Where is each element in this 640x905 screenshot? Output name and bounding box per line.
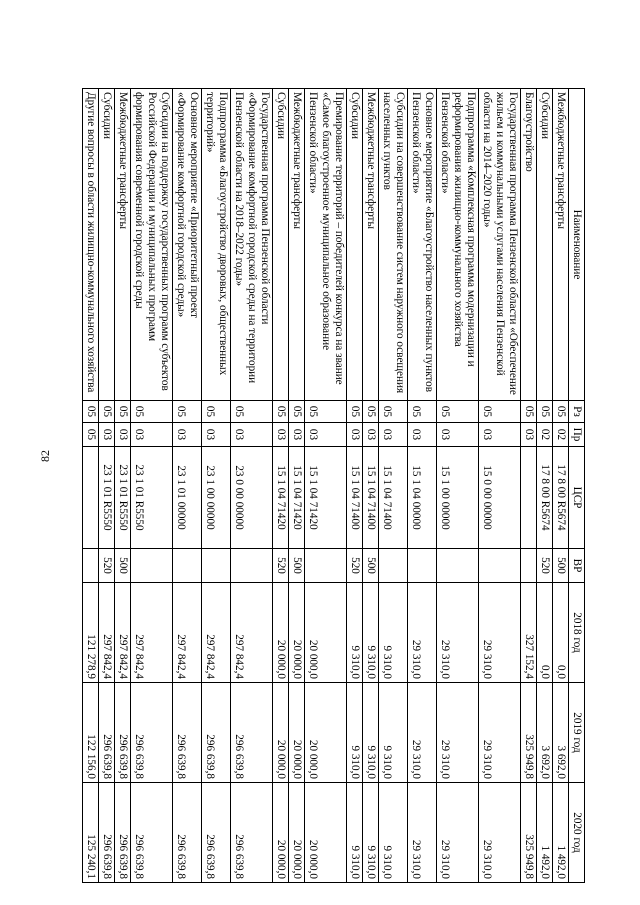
cell-name: Межбюджетные трансферты: [553, 89, 569, 401]
cell-2020: 20 000,0: [289, 783, 305, 883]
table-row: [479, 89, 521, 883]
cell-vr: [131, 549, 173, 583]
cell-csr: 15 1 00 00000: [437, 447, 479, 549]
cell-rz: 05: [347, 401, 363, 423]
cell-rz: 05: [83, 401, 99, 423]
cell-rz: 05: [131, 401, 173, 423]
cell-rz: 05: [537, 401, 553, 423]
table-row: [305, 89, 347, 883]
cell-csr: 17 8 00 R5674: [553, 447, 569, 549]
cell-2018: 20 000,0: [305, 583, 347, 683]
table-row: [408, 89, 437, 883]
cell-csr: 15 1 04 71420: [273, 447, 289, 549]
cell-rz: 05: [408, 401, 437, 423]
cell-rz: 05: [231, 401, 273, 423]
cell-vr: [173, 549, 202, 583]
cell-pr: 03: [363, 423, 379, 447]
cell-2018: 327 152,4: [521, 583, 537, 683]
table-row: [173, 89, 202, 883]
cell-2020: 20 000,0: [305, 783, 347, 883]
cell-vr: [305, 549, 347, 583]
cell-2020: 296 639,8: [99, 783, 115, 883]
cell-2019: 296 639,8: [99, 683, 115, 783]
table-header-row: [569, 89, 585, 883]
cell-name: Государственная программа Пензенской области «Формирование комфортной городской среды на территории Пензенской области на 2018–2022 годы»: [231, 89, 273, 401]
table-row: [363, 89, 379, 883]
cell-name: Субсидии: [347, 89, 363, 401]
cell-csr: 15 1 04 71400: [379, 447, 408, 549]
table-row: [347, 89, 363, 883]
cell-2018: 297 842,4: [202, 583, 231, 683]
cell-2018: 0,0: [537, 583, 553, 683]
cell-rz: 05: [479, 401, 521, 423]
cell-name: Межбюджетные трансферты: [115, 89, 131, 401]
cell-2018: 29 310,0: [479, 583, 521, 683]
cell-2020: 296 639,8: [131, 783, 173, 883]
cell-2019: 29 310,0: [479, 683, 521, 783]
table-row: [131, 89, 173, 883]
table-row: [115, 89, 131, 883]
cell-2020: 125 240,1: [83, 783, 99, 883]
cell-vr: 500: [115, 549, 131, 583]
cell-2020: 29 310,0: [479, 783, 521, 883]
cell-2020: 296 639,8: [231, 783, 273, 883]
cell-pr: 03: [99, 423, 115, 447]
cell-csr: 15 1 04 00000: [408, 447, 437, 549]
table-row: [289, 89, 305, 883]
cell-2019: 296 639,8: [202, 683, 231, 783]
cell-2020: 9 310,0: [347, 783, 363, 883]
header-csr: ЦСР: [569, 447, 585, 549]
cell-name: Другие вопросы в области жилищно-коммунального хозяйства: [83, 89, 99, 401]
header-rz: Рз: [569, 401, 585, 423]
page-number: 82: [38, 450, 52, 462]
cell-2019: 20 000,0: [305, 683, 347, 783]
cell-pr: 03: [202, 423, 231, 447]
cell-rz: 05: [363, 401, 379, 423]
cell-csr: 15 1 04 71420: [305, 447, 347, 549]
cell-csr: 23 1 00 00000: [202, 447, 231, 549]
cell-2019: 296 639,8: [173, 683, 202, 783]
cell-pr: 03: [379, 423, 408, 447]
cell-2019: 325 949,8: [521, 683, 537, 783]
cell-2019: 296 639,8: [131, 683, 173, 783]
cell-vr: [437, 549, 479, 583]
cell-2018: 9 310,0: [363, 583, 379, 683]
cell-vr: 500: [553, 549, 569, 583]
cell-rz: 05: [379, 401, 408, 423]
cell-csr: 15 1 04 71400: [347, 447, 363, 549]
table-row: [521, 89, 537, 883]
cell-name: Основное мероприятие «Приоритетный проект «Формирование комфортной городской среды»: [173, 89, 202, 401]
cell-2018: 29 310,0: [408, 583, 437, 683]
cell-2019: 3 692,0: [537, 683, 553, 783]
cell-name: Субсидии: [537, 89, 553, 401]
cell-pr: 03: [173, 423, 202, 447]
cell-2019: 29 310,0: [408, 683, 437, 783]
cell-name: Подпрограмма «Комплексная программа модернизации и реформирования жилищно-коммунального хозяйства Пензенской области»: [437, 89, 479, 401]
cell-name: Субсидии: [273, 89, 289, 401]
cell-name: Субсидии на совершенствование систем наружного освещения населенных пунктов: [379, 89, 408, 401]
cell-csr: 23 1 01 R5550: [115, 447, 131, 549]
cell-2019: 9 310,0: [379, 683, 408, 783]
header-name: Наименование: [569, 89, 585, 401]
table-row: [231, 89, 273, 883]
budget-table: [82, 88, 585, 883]
cell-name: Межбюджетные трансферты: [289, 89, 305, 401]
cell-csr: 15 1 04 71400: [363, 447, 379, 549]
rotated-page-content: [82, 88, 585, 882]
cell-name: Субсидии: [99, 89, 115, 401]
cell-2019: 20 000,0: [273, 683, 289, 783]
cell-pr: 03: [289, 423, 305, 447]
cell-2020: 9 310,0: [379, 783, 408, 883]
cell-2018: 20 000,0: [273, 583, 289, 683]
cell-2019: 9 310,0: [347, 683, 363, 783]
cell-name: Основное мероприятие «Благоустройство населенных пунктов Пензенской области»: [408, 89, 437, 401]
cell-rz: 05: [202, 401, 231, 423]
cell-pr: 03: [521, 423, 537, 447]
cell-csr: [83, 447, 99, 549]
header-2019: 2019 год: [569, 683, 585, 783]
cell-2019: 296 639,8: [115, 683, 131, 783]
cell-name: Межбюджетные трансферты: [363, 89, 379, 401]
table-row: [379, 89, 408, 883]
cell-vr: 500: [289, 549, 305, 583]
cell-rz: 05: [173, 401, 202, 423]
cell-2020: 325 949,8: [521, 783, 537, 883]
cell-rz: 05: [289, 401, 305, 423]
cell-vr: 500: [363, 549, 379, 583]
cell-pr: 03: [305, 423, 347, 447]
cell-2020: 296 639,8: [115, 783, 131, 883]
table-row: [537, 89, 553, 883]
cell-2020: 9 310,0: [363, 783, 379, 883]
cell-pr: 03: [479, 423, 521, 447]
cell-name: Подпрограмма «Благоустройство дворовых, общественных территорий»: [202, 89, 231, 401]
cell-vr: [83, 549, 99, 583]
cell-rz: 05: [305, 401, 347, 423]
cell-rz: 05: [553, 401, 569, 423]
cell-csr: [521, 447, 537, 549]
cell-vr: [202, 549, 231, 583]
cell-pr: 02: [537, 423, 553, 447]
cell-pr: 02: [553, 423, 569, 447]
cell-pr: 03: [231, 423, 273, 447]
cell-rz: 05: [99, 401, 115, 423]
cell-vr: [231, 549, 273, 583]
header-vr: ВР: [569, 549, 585, 583]
cell-pr: 03: [347, 423, 363, 447]
cell-csr: 15 1 04 71420: [289, 447, 305, 549]
cell-vr: 520: [99, 549, 115, 583]
cell-name: Государственная программа Пензенской области «Обеспечение жильем и коммунальными услугами населения Пензенской области на 2014–2020 годы»: [479, 89, 521, 401]
cell-csr: 23 1 01 00000: [173, 447, 202, 549]
header-2020: 2020 год: [569, 783, 585, 883]
cell-2018: 29 310,0: [437, 583, 479, 683]
table-row: [202, 89, 231, 883]
cell-2019: 9 310,0: [363, 683, 379, 783]
cell-name: Благоустройство: [521, 89, 537, 401]
cell-2018: 0,0: [553, 583, 569, 683]
cell-pr: 05: [83, 423, 99, 447]
cell-pr: 03: [408, 423, 437, 447]
cell-vr: 520: [273, 549, 289, 583]
cell-2020: 1 492,0: [553, 783, 569, 883]
cell-2019: 20 000,0: [289, 683, 305, 783]
cell-vr: [521, 549, 537, 583]
cell-2019: 296 639,8: [231, 683, 273, 783]
cell-csr: 15 0 00 00000: [479, 447, 521, 549]
cell-csr: 23 1 01 R5550: [99, 447, 115, 549]
cell-pr: 03: [273, 423, 289, 447]
cell-rz: 05: [437, 401, 479, 423]
cell-2018: 297 842,4: [115, 583, 131, 683]
cell-2018: 297 842,4: [173, 583, 202, 683]
cell-2018: 297 842,4: [99, 583, 115, 683]
cell-2020: 20 000,0: [273, 783, 289, 883]
cell-rz: 05: [521, 401, 537, 423]
cell-pr: 03: [115, 423, 131, 447]
cell-csr: 23 0 00 00000: [231, 447, 273, 549]
cell-rz: 05: [115, 401, 131, 423]
cell-2020: 296 639,8: [202, 783, 231, 883]
cell-vr: [379, 549, 408, 583]
cell-vr: 520: [347, 549, 363, 583]
cell-rz: 05: [273, 401, 289, 423]
cell-2018: 297 842,4: [131, 583, 173, 683]
table-row: [553, 89, 569, 883]
cell-2018: 9 310,0: [347, 583, 363, 683]
cell-2020: 1 492,0: [537, 783, 553, 883]
table-row: [83, 89, 99, 883]
cell-2020: 296 639,8: [173, 783, 202, 883]
cell-name: Премирование территорий – победителей конкурса на звание «Самое благоустроенное муниципальное образование Пензенской области»: [305, 89, 347, 401]
cell-csr: 17 8 00 R5674: [537, 447, 553, 549]
cell-vr: [408, 549, 437, 583]
cell-2020: 29 310,0: [437, 783, 479, 883]
table-body: [83, 89, 569, 883]
table-row: [437, 89, 479, 883]
cell-vr: [479, 549, 521, 583]
cell-2018: 20 000,0: [289, 583, 305, 683]
header-pr: Пр: [569, 423, 585, 447]
cell-vr: 520: [537, 549, 553, 583]
header-2018: 2018 год: [569, 583, 585, 683]
cell-csr: 23 1 01 R5550: [131, 447, 173, 549]
table-row: [273, 89, 289, 883]
cell-pr: 03: [437, 423, 479, 447]
cell-2019: 29 310,0: [437, 683, 479, 783]
cell-2019: 3 692,0: [553, 683, 569, 783]
cell-2020: 29 310,0: [408, 783, 437, 883]
cell-2018: 9 310,0: [379, 583, 408, 683]
cell-name: Субсидии на поддержку государственных программ субъектов Российской Федерации и муниципальных программ формирования современной городской среды: [131, 89, 173, 401]
cell-2018: 297 842,4: [231, 583, 273, 683]
cell-pr: 03: [131, 423, 173, 447]
table-row: [99, 89, 115, 883]
cell-2019: 122 156,0: [83, 683, 99, 783]
cell-2018: 121 278,9: [83, 583, 99, 683]
